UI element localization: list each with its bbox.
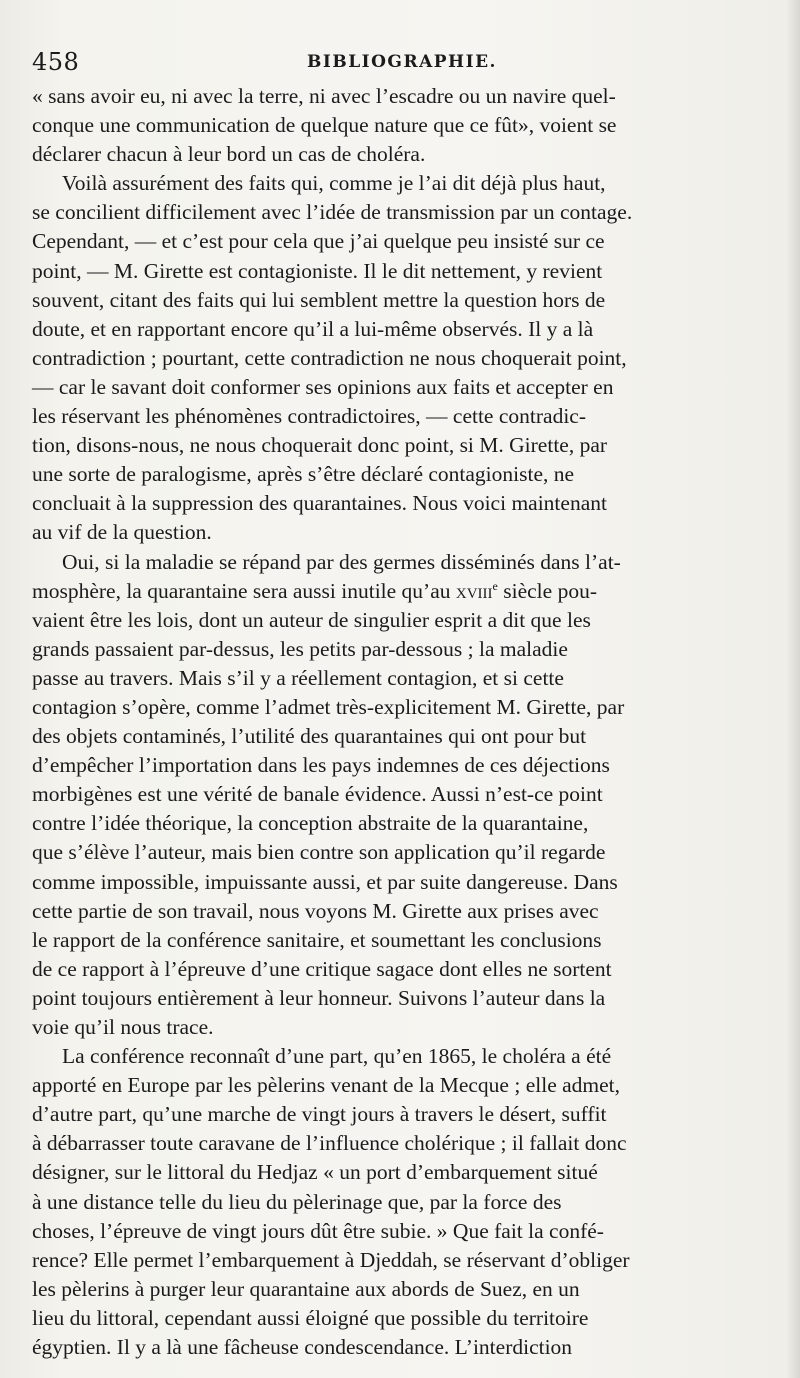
page-header	[32, 44, 772, 80]
text-line: comme impossible, impuissante aussi, et par suite dangereuse. Dans	[32, 869, 618, 894]
text-line: désigner, sur le littoral du Hedjaz « un port d’embarquement situé	[32, 1160, 598, 1185]
text-line: morbigènes est une vérité de banale évidence. Aussi n’est-ce point	[32, 782, 603, 807]
running-head: BIBLIOGRAPHIE.	[307, 52, 497, 72]
paragraph-2	[32, 169, 772, 547]
century-numeral: xviii	[455, 578, 493, 603]
text-line: une sorte de paralogisme, après s’être déclaré contagioniste, ne	[32, 462, 575, 487]
text-line: des objets contaminés, l’utilité des quarantaines qui ont pour but	[32, 724, 587, 749]
text-line: choses, l’épreuve de vingt jours dût être subie. » Que fait la confé-	[32, 1218, 604, 1243]
text-line: contagion s’opère, comme l’admet très-explicitement M. Girette, par	[32, 694, 625, 719]
text-line: le rapport de la conférence sanitaire, et soumettant les conclusions	[32, 927, 602, 952]
century-superscript: e	[492, 578, 498, 593]
text-line: à débarrasser toute caravane de l’influence cholérique ; il fallait donc	[32, 1131, 627, 1156]
text-line: doute, et en rapportant encore qu’il a lui-même observés. Il y a là	[32, 316, 594, 341]
text-line: d’empêcher l’importation dans les pays indemnes de ces déjections	[32, 753, 610, 778]
text-line: concluait à la suppression des quarantaines. Nous voici maintenant	[32, 491, 607, 516]
text-line: cette partie de son travail, nous voyons M. Girette aux prises avec	[32, 898, 599, 923]
text-line: Cependant, — et c’est pour cela que j’ai quelque peu insisté sur ce	[32, 229, 605, 254]
text-line: contradiction ; pourtant, cette contradiction ne nous choquerait point,	[32, 345, 627, 370]
text-line: se concilient difficilement avec l’idée de transmission par un contage.	[32, 200, 633, 225]
text-line: que s’élève l’auteur, mais bien contre son application qu’il regarde	[32, 840, 606, 865]
page-gutter-shadow	[786, 0, 800, 1378]
text-line: tion, disons-nous, ne nous choquerait donc point, si M. Girette, par	[32, 433, 608, 458]
text-line: déclarer chacun à leur bord un cas de choléra.	[32, 142, 426, 167]
text-line: souvent, citant des faits qui lui semblent mettre la question hors de	[32, 287, 606, 312]
text-line: conque une communication de quelque nature que ce fût», voient se	[32, 113, 617, 138]
body-text	[32, 82, 772, 1362]
text-line: Voilà assurément des faits qui, comme je l’ai dit déjà plus haut,	[62, 171, 606, 196]
text-line: « sans avoir eu, ni avec la terre, ni avec l’escadre ou un navire quel-	[32, 84, 616, 108]
text-line	[32, 577, 772, 606]
text-line: rence? Elle permet l’embarquement à Djeddah, se réservant d’obliger	[32, 1247, 630, 1272]
text-line: lieu du littoral, cependant aussi éloigné que possible du territoire	[32, 1305, 589, 1330]
text-line: les pèlerins à purger leur quarantaine aux abords de Suez, en un	[32, 1276, 580, 1301]
text-line: les réservant les phénomènes contradictoires, — cette contradic-	[32, 404, 586, 429]
text-line: point toujours entièrement à leur honneur. Suivons l’auteur dans la	[32, 985, 606, 1010]
text-line: apporté en Europe par les pèlerins venant de la Mecque ; elle admet,	[32, 1073, 621, 1098]
text-line: d’autre part, qu’une marche de vingt jours à travers le désert, suffit	[32, 1102, 607, 1127]
text-line: de ce rapport à l’épreuve d’une critique sagace dont elles ne sortent	[32, 956, 612, 981]
paragraph-3	[32, 548, 772, 1043]
text-line: voie qu’il nous trace.	[32, 1015, 214, 1039]
paragraph-1	[32, 82, 772, 169]
text-fragment: siècle pou-	[497, 578, 597, 603]
text-line: Oui, si la maladie se répand par des germes disséminés dans l’at-	[62, 549, 621, 574]
paragraph-4	[32, 1042, 772, 1362]
text-line: contre l’idée théorique, la conception abstraite de la quarantaine,	[32, 811, 589, 836]
text-line: passe au travers. Mais s’il y a réellement contagion, et si cette	[32, 665, 564, 690]
text-fragment: mosphère, la quarantaine sera aussi inutile qu’au	[32, 578, 451, 603]
text-line: — car le savant doit conformer ses opinions aux faits et accepter en	[32, 374, 614, 399]
text-line: La conférence reconnaît d’une part, qu’en 1865, le choléra a été	[62, 1044, 612, 1069]
text-line: au vif de la question.	[32, 520, 212, 545]
text-line: à une distance telle du lieu du pèlerinage que, par la force des	[32, 1189, 562, 1214]
text-line: vaient être les lois, dont un auteur de singulier esprit a dit que les	[32, 607, 591, 632]
text-line: grands passaient par-dessus, les petits par-dessous ; la maladie	[32, 636, 568, 661]
text-line: point, — M. Girette est contagioniste. Il le dit nettement, y revient	[32, 258, 603, 283]
page-number: 458	[32, 48, 80, 76]
text-line: égyptien. Il y a là une fâcheuse condescendance. L’interdiction	[32, 1335, 573, 1360]
